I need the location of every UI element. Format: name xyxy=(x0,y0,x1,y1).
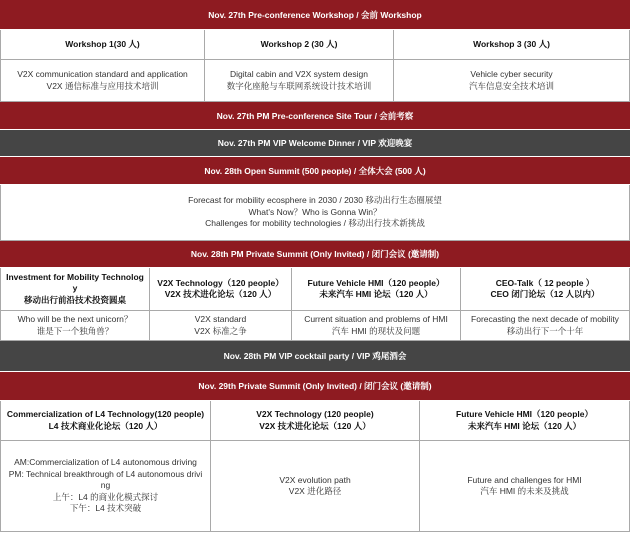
open-summit-topics xyxy=(0,185,630,241)
session-ceo-talk-topic xyxy=(461,311,630,341)
topic-line: V2X standard xyxy=(194,314,247,325)
title-line: Commercialization of L4 Technology(120 people) xyxy=(6,409,205,420)
band-nov28-cocktail-party xyxy=(0,341,630,372)
band-nov29-private-summit xyxy=(0,372,630,401)
session-v2x-title-29 xyxy=(211,401,420,441)
session-ceo-talk-title xyxy=(461,268,630,311)
title-line: Investment for Mobility Technolog xyxy=(6,271,144,282)
nov28-session-header-row xyxy=(0,268,630,311)
workshop-desc-row xyxy=(0,60,630,102)
topic-line: 下午：L4 技术突破 xyxy=(69,503,142,514)
topic-line: V2X 标准之争 xyxy=(194,325,247,336)
topic-line: Who will be the next unicorn？ xyxy=(17,314,133,325)
topic-line: V2X 进化路径 xyxy=(288,486,342,496)
nov29-session-header-row xyxy=(0,401,630,441)
title-line: CEO 闭门论坛（12 人以内） xyxy=(490,289,600,299)
topic-line: 汽车 HMI 的未来及挑战 xyxy=(480,486,569,496)
title-line: y xyxy=(72,283,78,294)
band-nov28-private-summit xyxy=(0,241,630,268)
workshop-2-desc xyxy=(205,60,394,102)
band-nov27-vip-dinner xyxy=(0,130,630,157)
title-line: 移动出行前沿技术投资圆桌 xyxy=(23,294,126,305)
workshop-title: Workshop 2 (30 人) xyxy=(260,38,338,49)
band-nov27-workshop xyxy=(0,0,630,30)
workshop-3-title xyxy=(394,30,630,60)
topic-line: Forecast for mobility ecosphere in 2030 / 2030 移动出行生态圈展望 xyxy=(188,195,442,206)
session-l4-title xyxy=(0,401,211,441)
topic-line: Current situation and problems of HMI xyxy=(304,314,448,325)
desc-cn: 数字化座舱与车联网系统设计技术培训 xyxy=(226,80,372,91)
workshop-1-desc xyxy=(0,60,205,102)
title-line: L4 技术商业化论坛（120 人） xyxy=(48,420,163,431)
title-line: 未来汽车 HMI 论坛（120 人） xyxy=(319,289,433,299)
session-hmi-topic-29 xyxy=(420,441,630,532)
title-line: Future Vehicle HMI（120 people） xyxy=(456,409,593,420)
session-l4-topic xyxy=(0,441,211,532)
topic-line: AM:Commercialization of L4 autonomous driving xyxy=(14,457,197,468)
topic-line: 上午：L4 的商业化模式探讨 xyxy=(52,491,159,502)
session-hmi-title-29 xyxy=(420,401,630,441)
topic-line: Future and challenges for HMI xyxy=(467,474,582,485)
desc-en: Digital cabin and V2X system design xyxy=(230,69,368,80)
session-hmi-topic xyxy=(292,311,461,341)
session-investment-topic xyxy=(0,311,150,341)
title-line: V2X Technology (120 people) xyxy=(256,409,374,420)
nov28-session-body-row xyxy=(0,311,630,341)
topic-line: ng xyxy=(100,480,111,491)
topic-line: 汽车 HMI 的现状及问题 xyxy=(331,325,421,336)
band-title: Nov. 27th Pre-conference Workshop / 会前 Workshop xyxy=(208,9,422,20)
session-v2x-title xyxy=(150,268,292,311)
title-line: V2X Technology（120 people） xyxy=(157,277,284,288)
desc-en: V2X communication standard and application xyxy=(17,69,188,80)
topic-line: What’s Now？Who is Gonna Win？ xyxy=(248,206,382,217)
workshop-title: Workshop 1(30 人) xyxy=(65,38,140,49)
title-line: V2X 技术进化论坛（120 人） xyxy=(259,420,371,431)
title-line: Future Vehicle HMI（120 people） xyxy=(307,277,445,288)
topic-line: Forecasting the next decade of mobility xyxy=(471,314,619,325)
title-line: CEO-Talk（ 12 people ） xyxy=(495,277,595,288)
workshop-3-desc xyxy=(394,60,630,102)
topic-line: V2X evolution path xyxy=(279,474,351,485)
session-v2x-topic-29 xyxy=(211,441,420,532)
band-title: Nov. 29th Private Summit (Only Invited) / 闭门会议 (邀请制) xyxy=(198,381,432,391)
band-nov27-site-tour xyxy=(0,102,630,130)
session-investment-title xyxy=(0,268,150,311)
workshop-title: Workshop 3 (30 人) xyxy=(473,38,550,49)
workshop-header-row xyxy=(0,30,630,60)
band-nov28-open-summit xyxy=(0,157,630,185)
desc-en: Vehicle cyber security xyxy=(470,69,553,80)
session-v2x-topic xyxy=(150,311,292,341)
nov29-session-body-row xyxy=(0,441,630,532)
band-title: Nov. 28th PM Private Summit (Only Invited) / 闭门会议 (邀请制) xyxy=(190,249,440,259)
band-title: Nov. 27th PM VIP Welcome Dinner / VIP 欢迎晚宴 xyxy=(217,138,413,148)
band-title: Nov. 28th Open Summit (500 people) / 全体大会 (500 人) xyxy=(204,165,426,176)
session-hmi-title xyxy=(292,268,461,311)
topic-line: 谁是下一个独角兽？ xyxy=(36,325,114,336)
topic-line: 移动出行下一个十年 xyxy=(506,325,584,336)
topic-line: Challenges for mobility technologies / 移动出行技术新挑战 xyxy=(205,218,425,229)
workshop-2-title xyxy=(205,30,394,60)
band-title: Nov. 28th PM VIP cocktail party / VIP 鸡尾酒会 xyxy=(223,351,407,361)
title-line: V2X 技术进化论坛（120 人） xyxy=(164,289,277,299)
desc-cn: V2X 通信标准与应用技术培训 xyxy=(46,80,159,91)
title-line: 未来汽车 HMI 论坛（120 人） xyxy=(467,420,582,431)
workshop-1-title xyxy=(0,30,205,60)
desc-cn: 汽车信息安全技术培训 xyxy=(468,80,554,91)
open-summit-row xyxy=(0,185,630,241)
band-title: Nov. 27th PM Pre-conference Site Tour / 会前考察 xyxy=(216,110,414,121)
topic-line: PM: Technical breakthrough of L4 autonomous drivi xyxy=(8,468,203,479)
